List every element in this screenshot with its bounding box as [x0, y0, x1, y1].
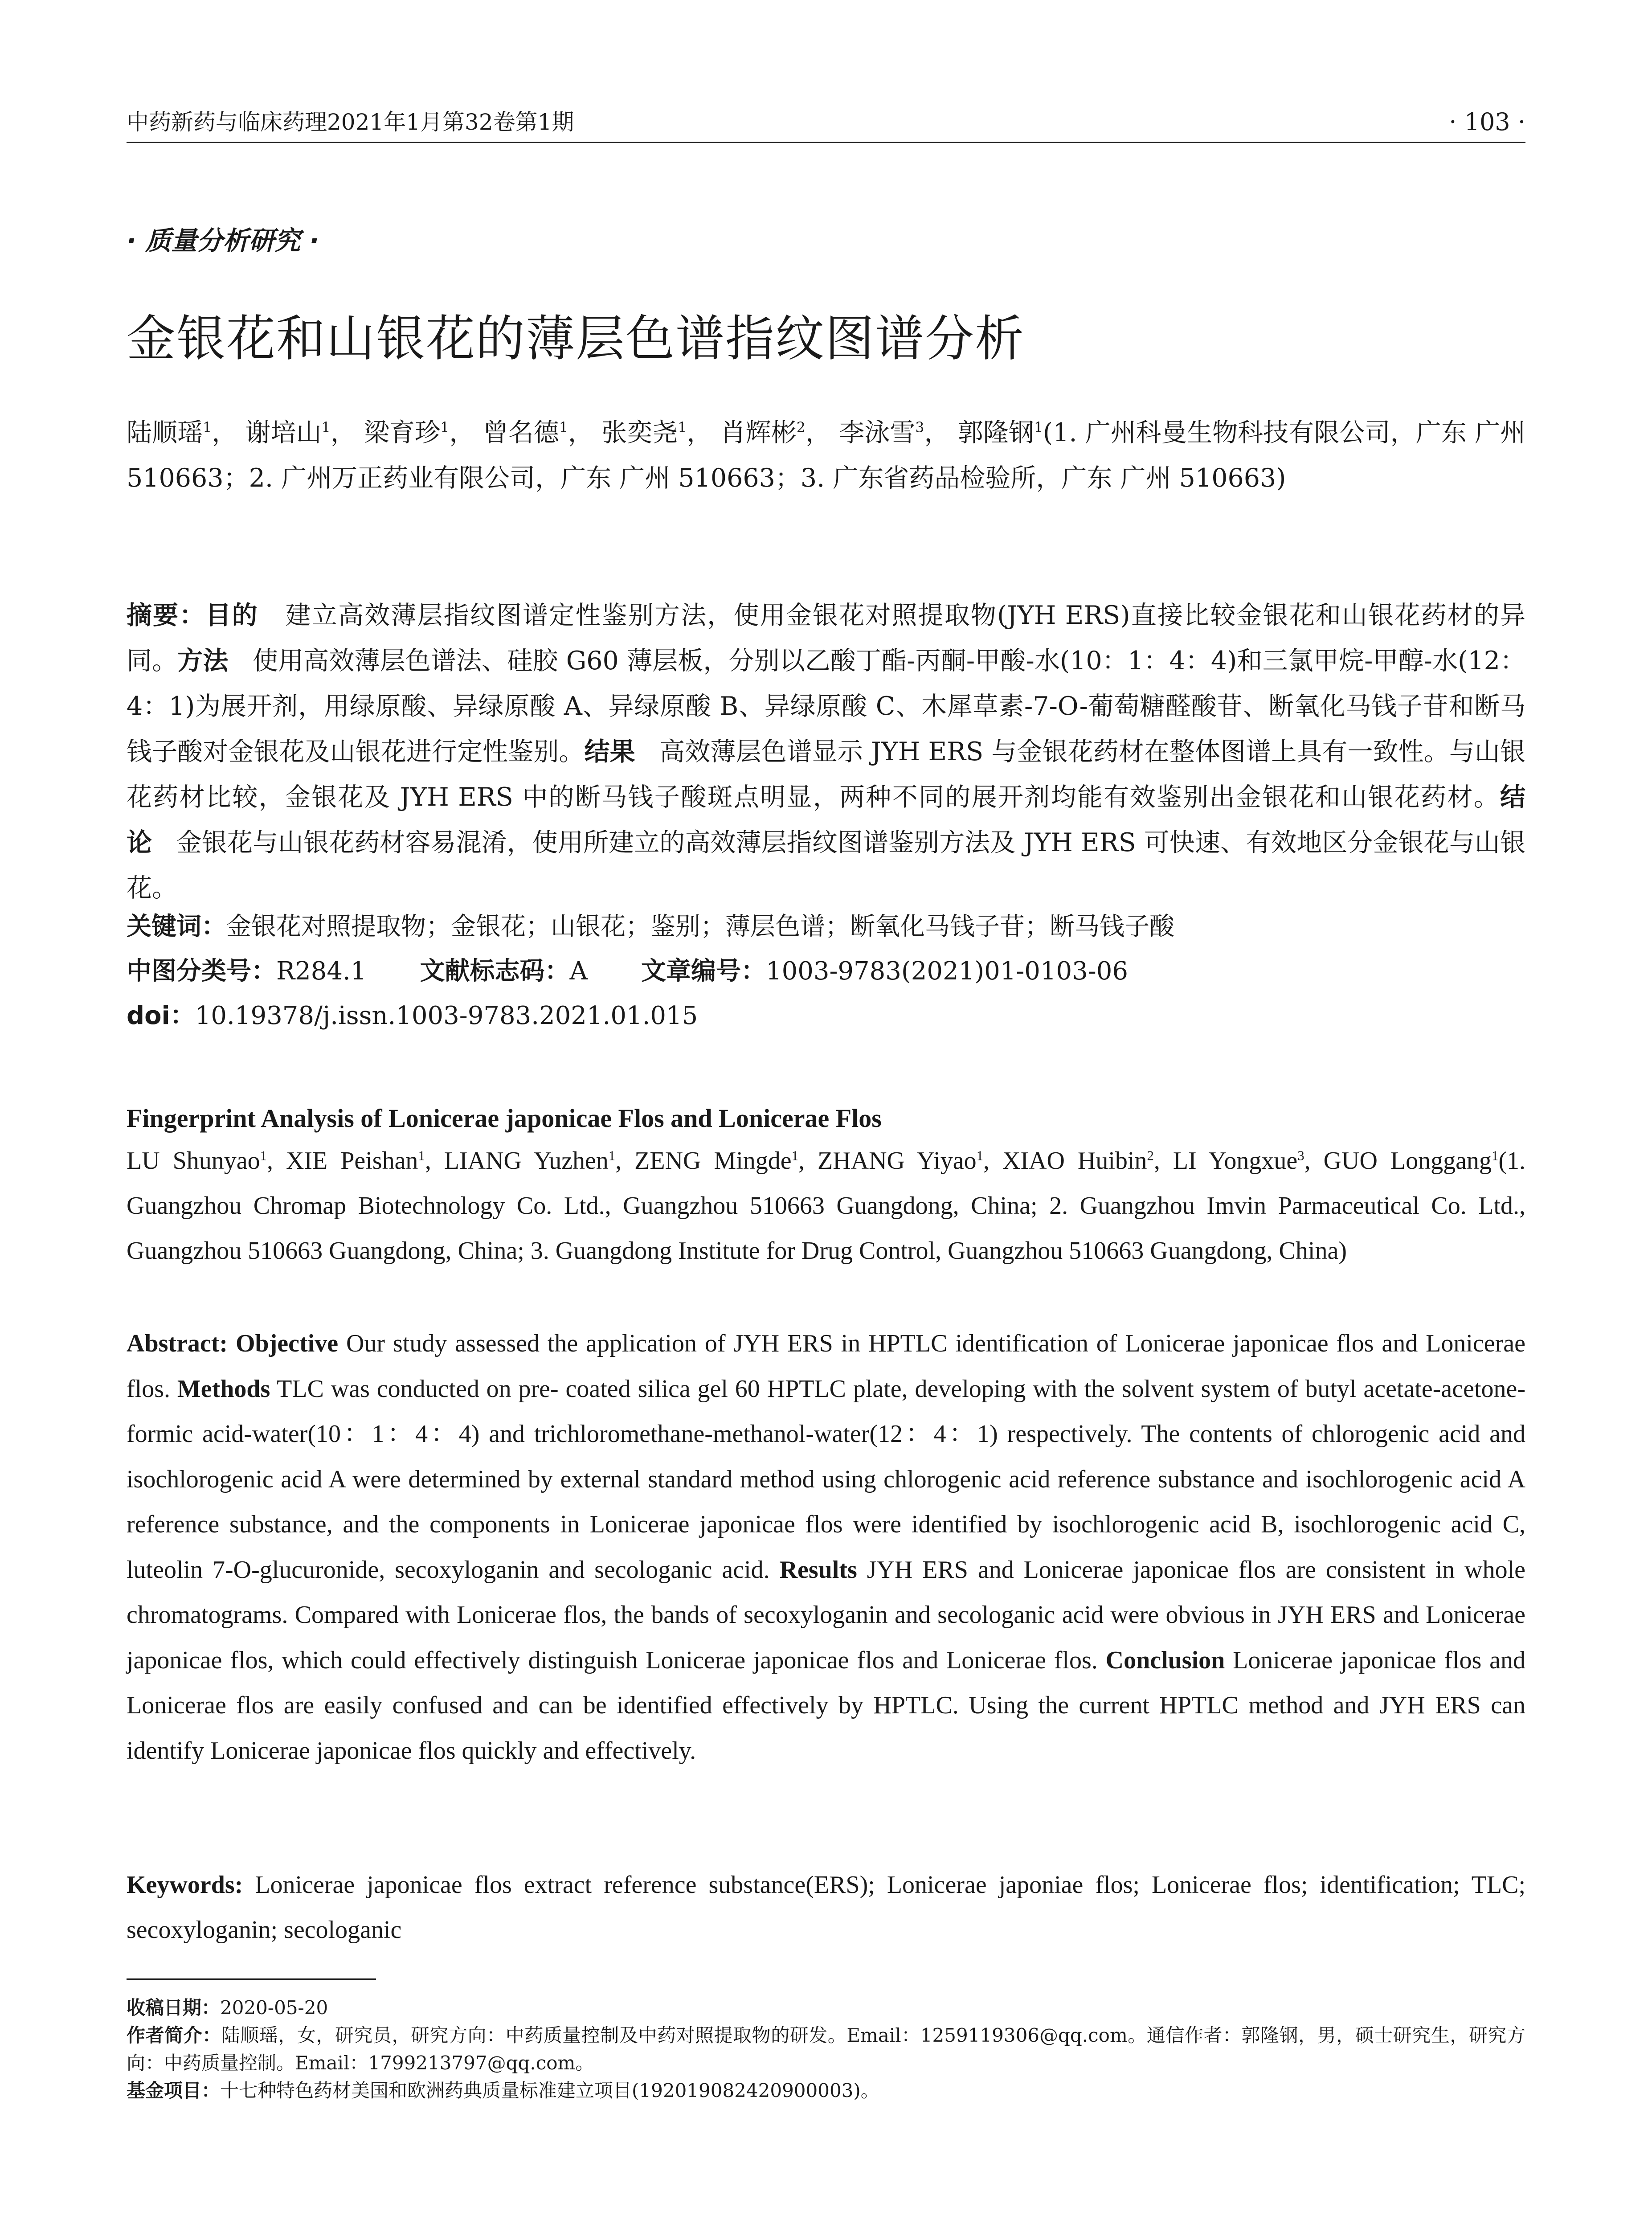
keywords-en-label: Keywords:: [127, 1871, 243, 1899]
abstract-label: 摘要：: [127, 601, 206, 630]
author-affil-mark: 1: [260, 1148, 267, 1163]
received-label: 收稿日期：: [127, 1997, 221, 2019]
results-text: 高效薄层色谱显示 JYH ERS 与金银花药材在整体图谱上具有一致性。与山银花药材比较，金银花及 JYH ERS 中的断马钱子酸斑点明显，两种不同的展开剂均能有效鉴别出金银花和山银花药材。: [127, 737, 1526, 812]
keywords-label: 关键词：: [127, 912, 226, 941]
author-en: XIE Peishan: [286, 1147, 418, 1175]
abstract-en-label: Abstract:: [127, 1330, 228, 1357]
article-no-label: 文章编号：: [641, 957, 766, 986]
author-en: LI Yongxue: [1173, 1147, 1298, 1175]
author-affil-mark: 1: [678, 420, 687, 436]
footnotes: [127, 1994, 1525, 2105]
conclusion-label: 结论: [127, 782, 1525, 857]
keywords-cn: [127, 905, 1525, 949]
keywords-text: 金银花对照提取物；金银花；山银花；鉴别；薄层色谱；断氧化马钱子苷；断马钱子酸: [226, 912, 1174, 941]
article-title: 金银花和山银花的薄层色谱指纹图谱分析: [127, 310, 1025, 367]
doc-code-label: 文献标志码：: [420, 957, 570, 986]
author-affil-mark: 1: [608, 1148, 616, 1163]
objective-en-text: Our study assessed the application of JYH ERS in HPTLC identification of Lonicerae japonicae flos and Lonicerae flos.: [127, 1330, 1526, 1403]
author-affil-mark: 1: [976, 1148, 984, 1163]
author-affil-mark: 3: [1297, 1148, 1304, 1163]
author-affil-mark: 1: [1491, 1148, 1499, 1163]
author-en: ZHANG Yiyao: [817, 1147, 977, 1175]
results-label: 结果: [584, 737, 635, 766]
affiliations-cn: (1. 广州科曼生物科技有限公司，广东 广州 510663；2. 广州万正药业有限公司，广东 广州 510663；3. 广东省药品检验所，广东 广州 510663): [127, 418, 1526, 493]
clc-label: 中图分类号：: [127, 957, 276, 986]
author-affil-mark: 1: [203, 420, 212, 436]
author-affil-mark: 1: [418, 1148, 425, 1163]
authors-cn: 陆顺瑶$^1$， 谢培山$^1$， 梁育珍$^1$， 曾名德$^1$， 张奕尧$^1$， 肖辉彬$^2$， 李泳雪$^3$， 郭隆钢$^1$(1. 广州科曼生物科技有限公司，广东 广州 510663；2. 广州万正药业有限公司，广东 广州 510663；3. 广东省药品检验所，广东 广州 510663): [127, 418, 1526, 493]
received-value: 2020-05-20: [220, 1997, 328, 2019]
author-affil-mark: 2: [1147, 1148, 1154, 1163]
conclusion-en-label: Conclusion: [1105, 1646, 1225, 1674]
footnote-divider: [127, 1978, 376, 1980]
author-cn: 梁育珍: [364, 418, 441, 447]
affiliations-en: (1. Guangzhou Chromap Biotechnology Co. Ltd., Guangzhou 510663 Guangdong, China; 2. Guangzhou Imvin Parmaceutical Co. Ltd., Guangzhou 510663 Guangdong, China; 3. Guangdong Institute for Drug Control, Guangzhou 510663 Guangdong, China): [127, 1147, 1525, 1265]
page-number: · 103 ·: [1449, 108, 1525, 136]
english-title: Fingerprint Analysis of Lonicerae japonicae Flos and Lonicerae Flos: [127, 1104, 882, 1133]
journal-info: 中药新药与临床药理2021年1月第32卷第1期: [127, 109, 574, 135]
author-cn: 肖辉彬: [720, 418, 797, 447]
methods-en-text: TLC was conducted on pre- coated silica gel 60 HPTLC plate, developing with the solvent system of butyl acetate-acetone-formic acid-water(10：1：4：4) and trichloromethane-methanol-water(12：4：1) respectively. The contents of chlorogenic acid and isochlorogenic acid A were determined by external standard method using chlorogenic acid reference substance and isochlorogenic acid A reference substance, and the components in Lonicerae japonicae flos were identified by isochlorogenic acid B, isochlorogenic acid C, luteolin 7-O-glucuronide, secoxyloganin and secologanic acid.: [127, 1375, 1526, 1584]
author-bio-text: 陆顺瑶，女，研究员，研究方向：中药质量控制及中药对照提取物的研发。Email：1259119306@qq.com。通信作者：郭隆钢，男，硕士研究生，研究方向：中药质量控制。Email：1799213797@qq.com。: [127, 2024, 1525, 2074]
classification-row: [127, 949, 1525, 994]
doi-label: doi：: [127, 1001, 195, 1030]
author-affil-mark: 1: [321, 420, 331, 436]
clc-value: R284.1: [276, 957, 367, 986]
funding-text: 十七种特色药材美国和欧洲药典质量标准建立项目(192019082420900003)。: [220, 2080, 879, 2101]
author-affil-mark: 1: [1034, 420, 1043, 436]
doi-link[interactable]: 10.19378/j.issn.1003-9783.2021.01.015: [195, 1001, 698, 1030]
objective-label: 目的: [205, 601, 258, 630]
author-cn: 曾名德: [483, 418, 559, 447]
running-header: [127, 106, 1525, 143]
author-en: ZENG Mingde: [634, 1147, 792, 1175]
objective-text: 建立高效薄层指纹图谱定性鉴别方法，使用金银花对照提取物(JYH ERS)直接比较金银花和山银花药材的异同。: [127, 601, 1526, 676]
author-cn: 张奕尧: [601, 418, 678, 447]
author-affil-mark: 1: [559, 420, 568, 436]
author-affil-mark: 3: [915, 420, 924, 436]
results-en-text: JYH ERS and Lonicerae japonicae flos are consistent in whole chromatograms. Compared with Lonicerae flos, the bands of secoxyloganin and secologanic acid were obvious in JYH ERS and Lonicerae japonicae flos, which could effectively distinguish Lonicerae japonicae flos and Lonicerae flos.: [127, 1556, 1526, 1674]
author-affil-mark: 1: [440, 420, 450, 436]
english-authors: LU Shunyao$^1$, XIE Peishan$^1$, LIANG Yuzhen$^1$, ZENG Mingde$^1$, ZHANG Yiyao$^1$, XIAO Huibin$^2$, LI Yongxue$^3$, GUO Longgang$^1$(1. Guangzhou Chromap Biotechnology Co. Ltd., Guangzhou 510663 Guangdong, China; 2. Guangzhou Imvin Parmaceutical Co. Ltd., Guangzhou 510663 Guangdong, China; 3. Guangdong Institute for Drug Control, Guangzhou 510663 Guangdong, China): [127, 1147, 1525, 1265]
author-bio-label: 作者简介：: [127, 2024, 221, 2046]
abstract-cn: [127, 593, 1525, 911]
conclusion-en-text: Lonicerae japonicae flos and Lonicerae flos are easily confused and can be identified effectively by HPTLC. Using the current HPTLC method and JYH ERS can identify Lonicerae japonicae flos quickly and effectively.: [127, 1646, 1526, 1765]
doi-row: [127, 994, 1525, 1038]
english-keywords: [127, 1863, 1525, 1953]
keywords-en-text: Lonicerae japonicae flos extract reference substance(ERS); Lonicerae japoniae flos; Lonicerae flos; identification; TLC; secoxyloganin; secologanic: [127, 1871, 1526, 1944]
results-en-label: Results: [779, 1556, 857, 1584]
author-bio: [127, 2022, 1525, 2077]
received-date: [127, 1994, 1525, 2022]
funding-label: 基金项目：: [127, 2080, 221, 2101]
section-label: · 质量分析研究 ·: [127, 225, 319, 256]
author-affil-mark: 1: [791, 1148, 799, 1163]
author-en: LU Shunyao: [127, 1147, 260, 1175]
objective-en-label: Objective: [235, 1330, 339, 1357]
conclusion-text: 金银花与山银花药材容易混淆，使用所建立的高效薄层指纹图谱鉴别方法及 JYH ERS 可快速、有效地区分金银花与山银花。: [127, 828, 1525, 903]
english-abstract: [127, 1321, 1525, 1773]
doc-code-value: A: [569, 957, 588, 986]
author-cn: 谢培山: [245, 418, 322, 447]
article-no-value: 1003-9783(2021)01-0103-06: [765, 957, 1128, 986]
author-en: GUO Longgang: [1323, 1147, 1492, 1175]
author-cn: 郭隆钢: [957, 418, 1034, 447]
author-en: XIAO Huibin: [1002, 1147, 1147, 1175]
methods-en-label: Methods: [177, 1375, 270, 1403]
author-cn: 李泳雪: [839, 418, 916, 447]
methods-text: 使用高效薄层色谱法、硅胶 G60 薄层板，分别以乙酸丁酯-丙酮-甲酸-水(10：1：4：4)和三氯甲烷-甲醇-水(12：4：1)为展开剂，用绿原酸、异绿原酸 A、异绿原酸 B、异绿原酸 C、木犀草素-7-O-葡萄糖醛酸苷、断氧化马钱子苷和断马钱子酸对金银花及山银花进行定性鉴别。: [127, 646, 1526, 766]
methods-label: 方法: [177, 646, 229, 676]
article-meta: [127, 905, 1525, 1038]
funding: [127, 2077, 1525, 2105]
author-affil-mark: 2: [796, 420, 806, 436]
author-en: LIANG Yuzhen: [444, 1147, 609, 1175]
author-cn: 陆顺瑶: [127, 418, 203, 447]
